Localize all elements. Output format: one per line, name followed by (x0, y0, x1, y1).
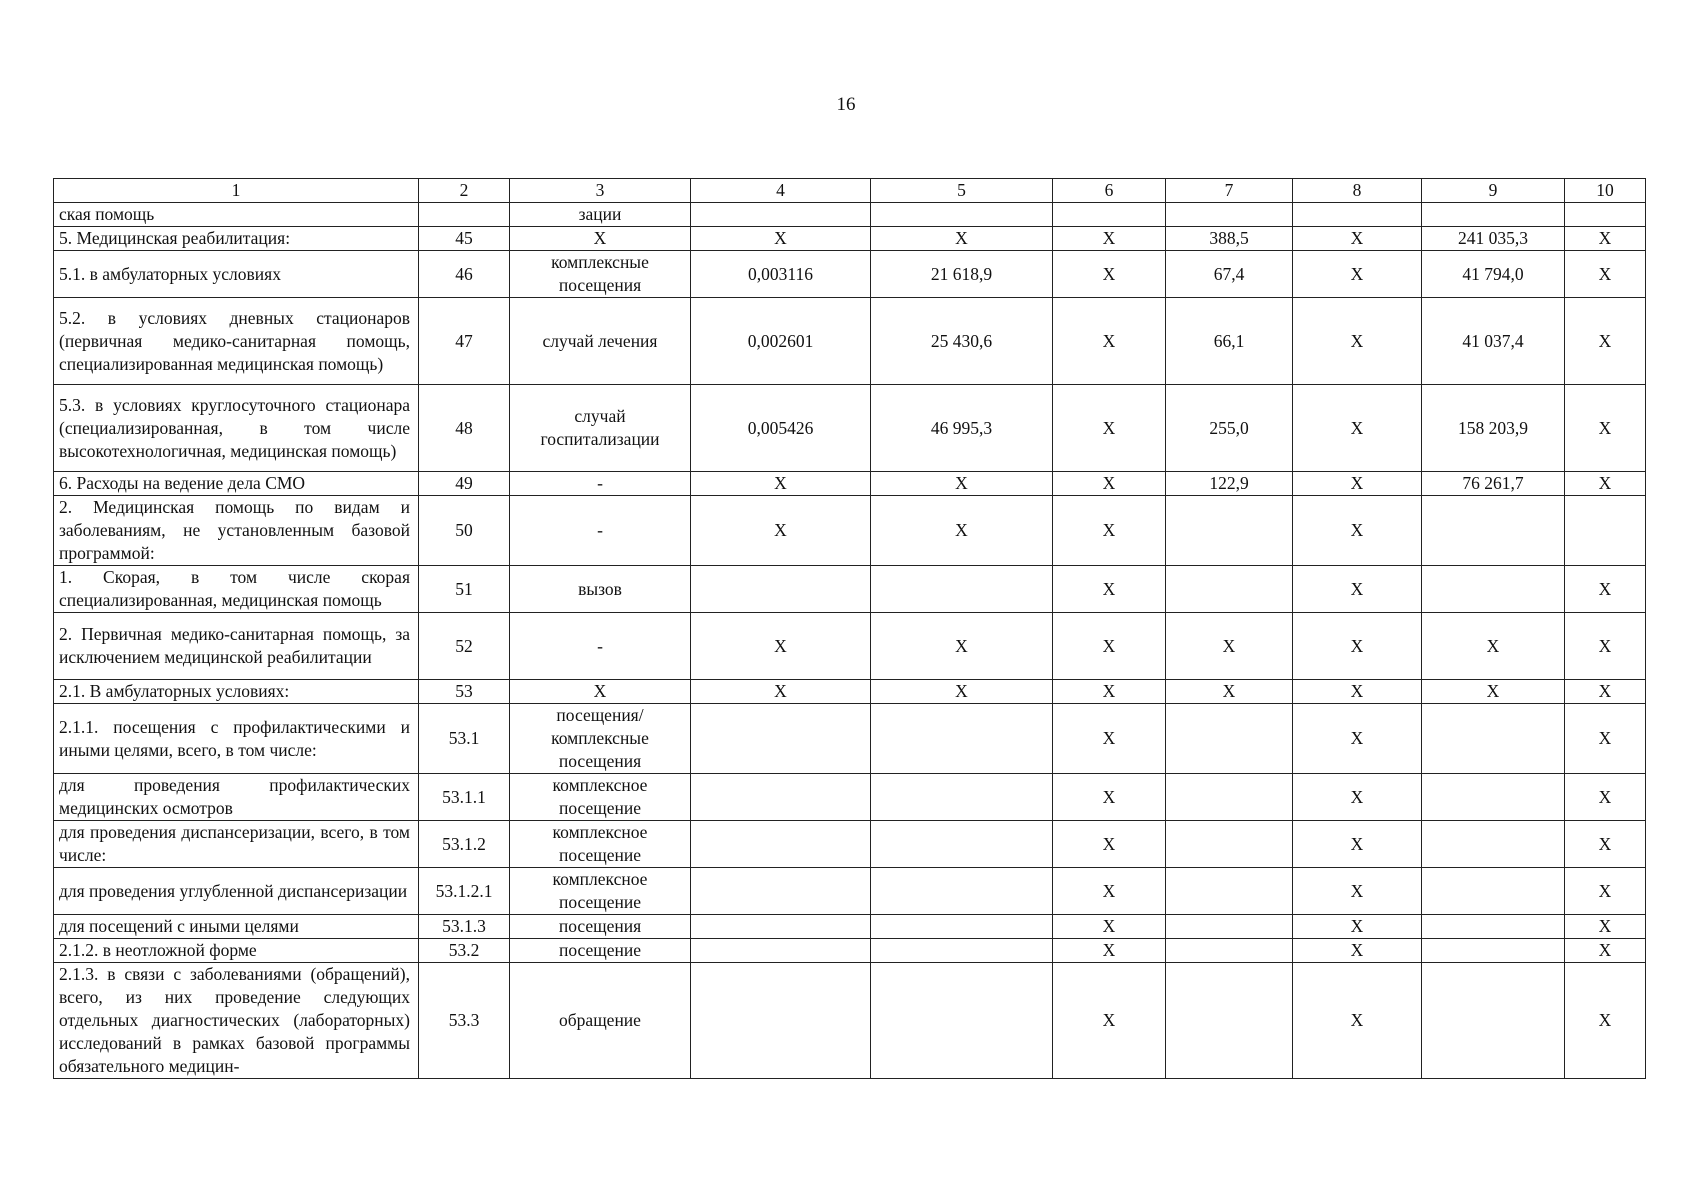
table-cell-col10: X (1565, 251, 1646, 298)
table-cell-col6: X (1053, 385, 1166, 472)
table-cell-col3: - (510, 496, 691, 566)
table-cell-col4: X (691, 496, 871, 566)
table-row (54, 774, 1646, 821)
table-cell-col5: X (871, 227, 1053, 251)
table-cell-col9 (1422, 915, 1565, 939)
table-cell-col8: X (1293, 704, 1422, 774)
table-cell-col5 (871, 963, 1053, 1079)
table-cell-col4 (691, 203, 871, 227)
table-cell-col1: для проведения профилактических медицинских осмотров (54, 774, 419, 821)
table-row (54, 566, 1646, 613)
table-body (54, 179, 1646, 1079)
table-cell-col10: X (1565, 915, 1646, 939)
table-cell-col8: X (1293, 774, 1422, 821)
table-cell-col2: 45 (419, 227, 510, 251)
table-cell-col8: X (1293, 613, 1422, 680)
table-cell-col1: 2.1.2. в неотложной форме (54, 939, 419, 963)
table-cell-col4 (691, 774, 871, 821)
table-cell-col6: X (1053, 821, 1166, 868)
table-cell-col5: X (871, 680, 1053, 704)
table-cell-col3: посещения (510, 915, 691, 939)
table-cell-col8: X (1293, 939, 1422, 963)
table-cell-col3: комплексное посещение (510, 821, 691, 868)
table-cell-col4: 0,005426 (691, 385, 871, 472)
table-cell-col1: ская помощь (54, 203, 419, 227)
table-cell-col1: 5.1. в амбулаторных условиях (54, 251, 419, 298)
table-cell-col9 (1422, 566, 1565, 613)
table-cell-col3: случай госпитализации (510, 385, 691, 472)
header-cell: 4 (691, 179, 871, 203)
table-cell-col6: X (1053, 868, 1166, 915)
table-cell-col4 (691, 821, 871, 868)
table-cell-col5 (871, 203, 1053, 227)
table-cell-col9: 158 203,9 (1422, 385, 1565, 472)
table-cell-col5 (871, 566, 1053, 613)
header-cell: 5 (871, 179, 1053, 203)
table-cell-col6: X (1053, 915, 1166, 939)
page-number: 16 (836, 94, 856, 115)
table-cell-col8: X (1293, 298, 1422, 385)
table-cell-col3: - (510, 613, 691, 680)
table-cell-col8: X (1293, 868, 1422, 915)
table-cell-col6: X (1053, 298, 1166, 385)
table-cell-col1: 6. Расходы на ведение дела СМО (54, 472, 419, 496)
table-cell-col3: посещение (510, 939, 691, 963)
table-cell-col6: X (1053, 704, 1166, 774)
table-cell-col10: X (1565, 566, 1646, 613)
table-cell-col8: X (1293, 915, 1422, 939)
header-cell: 3 (510, 179, 691, 203)
table-cell-col4: 0,003116 (691, 251, 871, 298)
table-cell-col7: 255,0 (1166, 385, 1293, 472)
table-cell-col1: для проведения углубленной диспансеризации (54, 868, 419, 915)
table-cell-col9: X (1422, 680, 1565, 704)
table-cell-col7 (1166, 963, 1293, 1079)
table-cell-col3: комплексное посещение (510, 774, 691, 821)
table-cell-col9 (1422, 704, 1565, 774)
table-cell-col7: X (1166, 613, 1293, 680)
table-row (54, 496, 1646, 566)
table-cell-col9 (1422, 939, 1565, 963)
table-cell-col8: X (1293, 227, 1422, 251)
table-row (54, 963, 1646, 1079)
table-cell-col2: 53.2 (419, 939, 510, 963)
table-cell-col7: 66,1 (1166, 298, 1293, 385)
table-cell-col5: 46 995,3 (871, 385, 1053, 472)
table-cell-col6: X (1053, 680, 1166, 704)
table-cell-col2: 47 (419, 298, 510, 385)
table-cell-col10: X (1565, 385, 1646, 472)
table-cell-col2: 53.1.3 (419, 915, 510, 939)
table-cell-col2: 46 (419, 251, 510, 298)
table-cell-col2: 52 (419, 613, 510, 680)
table-cell-col7: X (1166, 680, 1293, 704)
table-header-row (54, 179, 1646, 203)
table-row (54, 298, 1646, 385)
table-cell-col3: X (510, 680, 691, 704)
table-cell-col6: X (1053, 613, 1166, 680)
table-cell-col8: X (1293, 566, 1422, 613)
data-table (53, 178, 1646, 1079)
table-cell-col10: X (1565, 939, 1646, 963)
table-cell-col2: 53.3 (419, 963, 510, 1079)
header-cell: 8 (1293, 179, 1422, 203)
table-cell-col9 (1422, 963, 1565, 1079)
header-cell: 7 (1166, 179, 1293, 203)
table-cell-col4: X (691, 472, 871, 496)
table-cell-col7: 388,5 (1166, 227, 1293, 251)
header-cell: 1 (54, 179, 419, 203)
table-cell-col1: для посещений с иными целями (54, 915, 419, 939)
table-cell-col6 (1053, 203, 1166, 227)
table-cell-col6: X (1053, 774, 1166, 821)
table-cell-col9 (1422, 868, 1565, 915)
table-cell-col2: 53 (419, 680, 510, 704)
table-cell-col3: X (510, 227, 691, 251)
table-cell-col7 (1166, 868, 1293, 915)
table-cell-col10: X (1565, 227, 1646, 251)
table-cell-col4 (691, 963, 871, 1079)
table-cell-col4: X (691, 613, 871, 680)
table-cell-col1: 1. Скорая, в том числе скорая специализированная, медицинская помощь (54, 566, 419, 613)
table-cell-col5: X (871, 496, 1053, 566)
header-cell: 6 (1053, 179, 1166, 203)
header-cell: 9 (1422, 179, 1565, 203)
table-cell-col4 (691, 915, 871, 939)
table-row (54, 704, 1646, 774)
table-cell-col10: X (1565, 472, 1646, 496)
table-cell-col7: 122,9 (1166, 472, 1293, 496)
table-cell-col4 (691, 868, 871, 915)
table-cell-col4 (691, 566, 871, 613)
table-cell-col6: X (1053, 251, 1166, 298)
table-cell-col4: X (691, 680, 871, 704)
table-cell-col9 (1422, 203, 1565, 227)
table-cell-col9: 41 037,4 (1422, 298, 1565, 385)
table-cell-col1: 2.1.3. в связи с заболеваниями (обращений), всего, из них проведение следующих отдельных диагностических (лабораторных) исследований в рамках базовой программы обязательного медицин- (54, 963, 419, 1079)
table-cell-col3: комплексное посещение (510, 868, 691, 915)
table-cell-col7 (1166, 704, 1293, 774)
table-cell-col7 (1166, 821, 1293, 868)
table-cell-col4 (691, 939, 871, 963)
table-cell-col5 (871, 868, 1053, 915)
table-cell-col5 (871, 821, 1053, 868)
table-cell-col8: X (1293, 472, 1422, 496)
table-row (54, 680, 1646, 704)
table-cell-col10: X (1565, 680, 1646, 704)
table-row (54, 915, 1646, 939)
table-cell-col9: X (1422, 613, 1565, 680)
table-cell-col8: X (1293, 385, 1422, 472)
table-cell-col6: X (1053, 566, 1166, 613)
table-cell-col5: 25 430,6 (871, 298, 1053, 385)
table-cell-col10: X (1565, 704, 1646, 774)
table-cell-col9 (1422, 496, 1565, 566)
table-cell-col1: 5. Медицинская реабилитация: (54, 227, 419, 251)
table-row (54, 868, 1646, 915)
header-cell: 10 (1565, 179, 1646, 203)
table-cell-col2: 49 (419, 472, 510, 496)
table-cell-col3: комплексные посещения (510, 251, 691, 298)
table-cell-col9 (1422, 821, 1565, 868)
table-cell-col2: 48 (419, 385, 510, 472)
table-cell-col8: X (1293, 251, 1422, 298)
table-cell-col8: X (1293, 680, 1422, 704)
table-cell-col6: X (1053, 939, 1166, 963)
table-cell-col5 (871, 939, 1053, 963)
table-row (54, 613, 1646, 680)
table-row (54, 472, 1646, 496)
table-cell-col7 (1166, 496, 1293, 566)
table-row (54, 251, 1646, 298)
table-cell-col5 (871, 774, 1053, 821)
table-cell-col8: X (1293, 821, 1422, 868)
table-cell-col3: посещения/комплексные посещения (510, 704, 691, 774)
table-cell-col7: 67,4 (1166, 251, 1293, 298)
table-cell-col6: X (1053, 472, 1166, 496)
table-cell-col6: X (1053, 963, 1166, 1079)
table-cell-col5: 21 618,9 (871, 251, 1053, 298)
table-cell-col9 (1422, 774, 1565, 821)
table-row (54, 227, 1646, 251)
table-cell-col9: 241 035,3 (1422, 227, 1565, 251)
table-cell-col8: X (1293, 496, 1422, 566)
table-cell-col8: X (1293, 963, 1422, 1079)
table-cell-col7 (1166, 939, 1293, 963)
table-cell-col3: обращение (510, 963, 691, 1079)
table-cell-col7 (1166, 774, 1293, 821)
table-cell-col7 (1166, 203, 1293, 227)
table-cell-col8 (1293, 203, 1422, 227)
table-cell-col9: 41 794,0 (1422, 251, 1565, 298)
table-cell-col2: 51 (419, 566, 510, 613)
table-cell-col7 (1166, 915, 1293, 939)
table-cell-col1: 2.1. В амбулаторных условиях: (54, 680, 419, 704)
table-row (54, 385, 1646, 472)
table-cell-col1: 5.3. в условиях круглосуточного стационара (специализированная, в том числе высокотехнологичная, медицинская помощь) (54, 385, 419, 472)
table-cell-col10: X (1565, 963, 1646, 1079)
table-cell-col1: 2. Первичная медико-санитарная помощь, за исключением медицинской реабилитации (54, 613, 419, 680)
header-cell: 2 (419, 179, 510, 203)
table-cell-col5: X (871, 613, 1053, 680)
table-row (54, 821, 1646, 868)
table-cell-col10 (1565, 496, 1646, 566)
table-cell-col5 (871, 704, 1053, 774)
table-cell-col10 (1565, 203, 1646, 227)
table-cell-col1: 5.2. в условиях дневных стационаров (первичная медико-санитарная помощь, специализированная медицинская помощь) (54, 298, 419, 385)
table-cell-col2: 53.1.1 (419, 774, 510, 821)
table-cell-col3: - (510, 472, 691, 496)
table-cell-col6: X (1053, 496, 1166, 566)
table-cell-col10: X (1565, 868, 1646, 915)
table-cell-col3: вызов (510, 566, 691, 613)
table-cell-col10: X (1565, 774, 1646, 821)
table-row (54, 939, 1646, 963)
table-cell-col3: зации (510, 203, 691, 227)
table-cell-col2: 53.1.2 (419, 821, 510, 868)
table-cell-col1: 2. Медицинская помощь по видам и заболеваниям, не установленным базовой программой: (54, 496, 419, 566)
table-cell-col5 (871, 915, 1053, 939)
table-cell-col5: X (871, 472, 1053, 496)
table-cell-col4 (691, 704, 871, 774)
table-cell-col3: случай лечения (510, 298, 691, 385)
table-cell-col4: X (691, 227, 871, 251)
table-cell-col1: 2.1.1. посещения с профилактическими и иными целями, всего, в том числе: (54, 704, 419, 774)
table-cell-col7 (1166, 566, 1293, 613)
table-cell-col4: 0,002601 (691, 298, 871, 385)
table-cell-col2: 53.1.2.1 (419, 868, 510, 915)
table-cell-col10: X (1565, 613, 1646, 680)
table-cell-col2: 50 (419, 496, 510, 566)
table-cell-col10: X (1565, 298, 1646, 385)
table-cell-col2 (419, 203, 510, 227)
table-row (54, 203, 1646, 227)
table-cell-col1: для проведения диспансеризации, всего, в том числе: (54, 821, 419, 868)
table-cell-col2: 53.1 (419, 704, 510, 774)
table-cell-col9: 76 261,7 (1422, 472, 1565, 496)
table-cell-col6: X (1053, 227, 1166, 251)
table-cell-col10: X (1565, 821, 1646, 868)
